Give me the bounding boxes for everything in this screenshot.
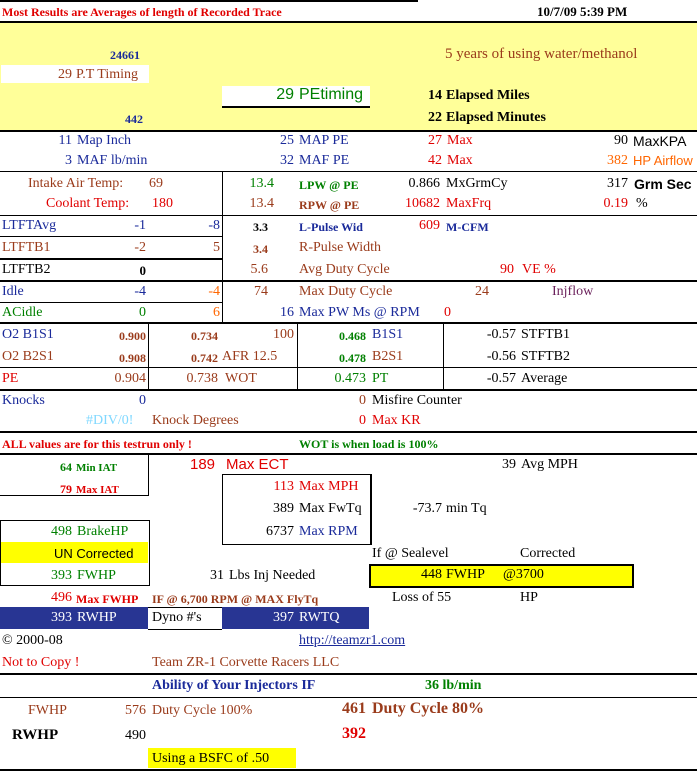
rule-o2-end [0,389,697,391]
rpw-pe-num: 13.4 [249,196,274,211]
knock-degrees-label: Knock Degrees [152,413,239,428]
max-ect-label: Max ECT [226,456,289,473]
wot-note: WOT is when load is 100% [299,437,439,451]
rwhp-80-value: 392 [342,725,366,742]
value-24661: 24661 [110,48,140,62]
stftb2-label: STFTB2 [521,349,571,364]
rule-injectors [0,673,697,675]
dyno-label: Dyno #'s [152,610,202,625]
max-fwtq-value: 389 [273,501,294,516]
rule-map [0,171,697,172]
max-duty-label: Max Duty Cycle [299,284,393,299]
o2-b1s1-v2: 0.734 [191,329,218,343]
team-link[interactable]: http://teamzr1.com [299,633,406,648]
rule-iat [0,495,149,496]
coolant-label: Coolant Temp: [46,196,130,211]
rule-ft2 [0,258,222,260]
rpulse-num: 3.4 [253,242,268,256]
o2-b1s1-label: O2 B1S1 [2,327,54,342]
sealevel-fwhp-value: 448 [421,567,442,582]
max-fwtq-label: Max FwTq [299,501,362,516]
coolant-value: 180 [152,196,173,211]
o2-b2s1-v1: 0.908 [119,351,146,365]
hp-airflow-label: HP Airflow [633,153,693,168]
o2-b1s1-v3: 100 [273,327,294,342]
o2-b1s1-name: B1S1 [372,327,404,342]
hp-airflow-value: 382 [607,153,628,168]
ltftb1-b: 5 [213,240,220,255]
percent-value: 0.19 [603,196,628,211]
brake-hp-value: 498 [51,524,72,539]
ltftb1-a: -2 [134,240,146,255]
lb-min-label: 36 lb/min [425,678,482,693]
o2-b1s1-v4: 0.468 [339,329,366,343]
divider-o2-c [443,323,444,389]
rpulse-label: R-Pulse Width [299,240,382,255]
sealevel-fwhp-label: FWHP [446,567,485,582]
max-map-label: Max [447,133,473,148]
brake-hp-label: BrakeHP [77,524,129,539]
max-duty-num: 74 [254,284,268,299]
maxkr-label: Max KR [372,413,421,428]
fwhp-value: 393 [51,568,72,583]
inj-fwhp-label: FWHP [28,703,67,718]
rule-inj-sub [0,697,697,698]
knocks-label: Knocks [2,393,45,408]
map-inch-value: 11 [58,133,72,148]
top-rule [0,0,418,2]
idle-b: -4 [208,284,220,299]
ltftb1-label: LTFTB1 [2,240,51,255]
rule-notes-bottom [0,453,697,455]
misfire-value: 0 [359,393,366,408]
min-iat-label: Min IAT [76,462,118,474]
rwhp-cell [0,607,148,629]
grmsec-label: Grm Sec [634,176,692,192]
pt-label: PT [372,371,389,386]
pt-timing-value: 29 [58,67,72,82]
intake-air-value: 69 [149,176,163,191]
max-iat-label: Max IAT [76,484,119,496]
map-pe-label: MAP PE [299,133,349,148]
map-inch-label: Map Inch [77,133,132,148]
afr-label: AFR 12.5 [222,349,278,364]
rpw-pe-label: RPW @ PE [299,198,360,212]
maf-value: 3 [65,153,72,168]
avg-mph-label: Avg MPH [521,457,578,472]
injflow-value: 24 [475,284,489,299]
o2-b1s1-v1: 0.900 [119,329,146,343]
avg-duty-num: 5.6 [250,262,268,277]
div-error: #DIV/0! [86,413,134,428]
maxkr-value: 0 [359,413,366,428]
inj-rwhp-label: RWHP [12,727,59,743]
not-copy-note: Not to Copy ! [2,655,80,670]
map-pe-value: 25 [280,133,294,148]
years-note: 5 years of using water/methanol [445,46,638,62]
maxfrq-value: 10682 [405,196,440,211]
mxgrmcy-label: MxGrmCy [446,176,508,191]
mcfm-value: 609 [419,218,440,233]
lbs-inj-value: 31 [210,568,224,583]
pt-timing-label: P.T Timing [76,67,139,82]
hp-label: HP [520,590,538,605]
copyright: © 2000-08 [2,633,63,648]
stftb2-value: -0.56 [486,349,516,364]
maxfrq-label: MaxFrq [446,196,492,211]
rwtq-cell [222,607,369,629]
acidle-label: ACidle [2,305,43,320]
pt-value: 0.473 [334,371,366,386]
petiming-value: 29 [276,86,294,103]
company-name: Team ZR-1 Corvette Racers LLC [152,655,340,670]
divider-v1 [222,171,223,323]
divider-o2-a [148,323,149,389]
petiming-label: PEtiming [299,86,364,103]
all-values-note: ALL values are for this testrun only ! [2,437,192,451]
divider-o2-b [297,323,298,389]
min-iat-value: 64 [60,460,72,474]
pe-v1: 0.904 [114,371,146,386]
rule-o2 [0,367,697,368]
maf-pe-label: MAF PE [299,153,350,168]
rule-notes-top [0,431,697,433]
report-title: Most Results are Averages of length of Recorded Trace [2,5,282,19]
idle-a: -4 [134,284,146,299]
acidle-b: 6 [213,305,220,320]
min-tq-value: -73.7 [412,501,442,516]
rule-ft5 [0,322,697,324]
lpulse-label: L-Pulse Wid [299,220,363,234]
injflow-label: Injflow [552,284,594,299]
sealevel-fwhp-rpm: @3700 [503,567,544,582]
min-tq-label: min Tq [446,501,487,516]
rule-ft4 [0,302,222,303]
stftb1-label: STFTB1 [521,327,571,342]
ltftavg-a: -1 [134,218,146,233]
duty80-value: 461 [342,700,366,717]
max-rpm-value: 6737 [266,524,294,539]
avg-duty-label: Avg Duty Cycle [299,262,390,277]
ability-label: Ability of Your Injectors IF [152,678,316,693]
duty80-label: Duty Cycle 80% [372,700,484,717]
fwhp-label: FWHP [77,568,116,583]
divider-iat [148,455,149,495]
rule-ft3 [0,280,697,282]
wot-value: 0.738 [186,371,218,386]
elapsed-minutes-label: Elapsed Minutes [446,110,546,125]
max-fwhp-label: Max FWHP [76,592,139,606]
o2-b2s1-v4: 0.478 [339,351,366,365]
elapsed-miles-value: 14 [428,88,442,103]
max-mph-label: Max MPH [299,479,359,494]
lpw-pe-num: 13.4 [249,176,274,191]
max-ect-value: 189 [190,456,216,473]
ltftavg-label: LTFTAvg [2,218,57,233]
o2-b2s1-name: B2S1 [372,349,404,364]
corrected-label: Corrected [520,546,576,561]
idle-label: Idle [2,284,24,299]
rwtq-label: RWTQ [299,610,340,625]
rule-ft1 [0,236,222,237]
maxkpa-value: 90 [614,133,628,148]
max-mph-value: 113 [273,479,294,494]
lbs-inj-label: Lbs Inj Needed [229,568,316,583]
loss-label: Loss of 55 [392,590,452,605]
elapsed-miles-label: Elapsed Miles [446,88,530,103]
avg-mph-value: 39 [502,457,516,472]
stftb1-value: -0.57 [486,327,516,342]
wot-label: WOT [225,371,257,386]
o2-b2s1-v2: 0.742 [191,351,218,365]
intake-air-label: Intake Air Temp: [28,176,124,191]
max-fwhp-value: 496 [51,590,72,605]
ltftb2-label: LTFTB2 [2,262,51,277]
percent-label: % [636,196,648,211]
lpulse-num: 3.3 [253,220,268,234]
max-maf-label: Max [447,153,473,168]
lpw-pe-label: LPW @ PE [299,178,359,192]
rwhp-100-value: 490 [125,728,146,743]
rule-temps [0,215,697,216]
max-maf-value: 42 [428,153,442,168]
duty100-label: Duty Cycle 100% [152,703,253,718]
rwtq-value: 397 [273,610,294,625]
ve-value: 90 [500,262,514,277]
grmsec-value: 317 [607,176,628,191]
rwhp-label: RWHP [77,610,117,625]
maxpw-value: 16 [280,305,294,320]
mxgrmcy-value: 0.866 [408,176,440,191]
report-datetime: 10/7/09 5:39 PM [537,4,628,19]
bsfc-note: Using a BSFC of .50 [152,751,270,766]
ltftavg-b: -8 [208,218,220,233]
ve-label: VE % [522,262,556,277]
maf-pe-value: 32 [280,153,294,168]
max-rpm-label: Max RPM [299,524,358,539]
flytq-note: IF @ 6,700 RPM @ MAX FlyTq [152,592,319,606]
maf-label: MAF lb/min [77,153,148,168]
mcfm-label: M-CFM [446,220,489,234]
max-map-value: 27 [428,133,442,148]
rwhp-value: 393 [51,610,72,625]
ltftb2-a: 0 [139,263,146,278]
misfire-label: Misfire Counter [372,393,462,408]
max-iat-value: 79 [60,482,72,496]
pe-label: PE [2,371,19,386]
average-value: -0.57 [486,371,516,386]
o2-b2s1-label: O2 B2S1 [2,349,54,364]
knocks-value: 0 [139,393,146,408]
duty100-value: 576 [125,703,146,718]
acidle-a: 0 [139,305,146,320]
value-442: 442 [125,112,143,126]
elapsed-minutes-value: 22 [428,110,442,125]
maxkpa-label: MaxKPA [633,133,687,149]
maxpw-label: Max PW Ms @ RPM [299,305,420,320]
average-label: Average [521,371,568,386]
uncorrected-label: UN Corrected [54,546,134,561]
maxpw-rpm: 0 [444,305,451,320]
if-sealevel-label: If @ Sealevel [372,546,449,561]
